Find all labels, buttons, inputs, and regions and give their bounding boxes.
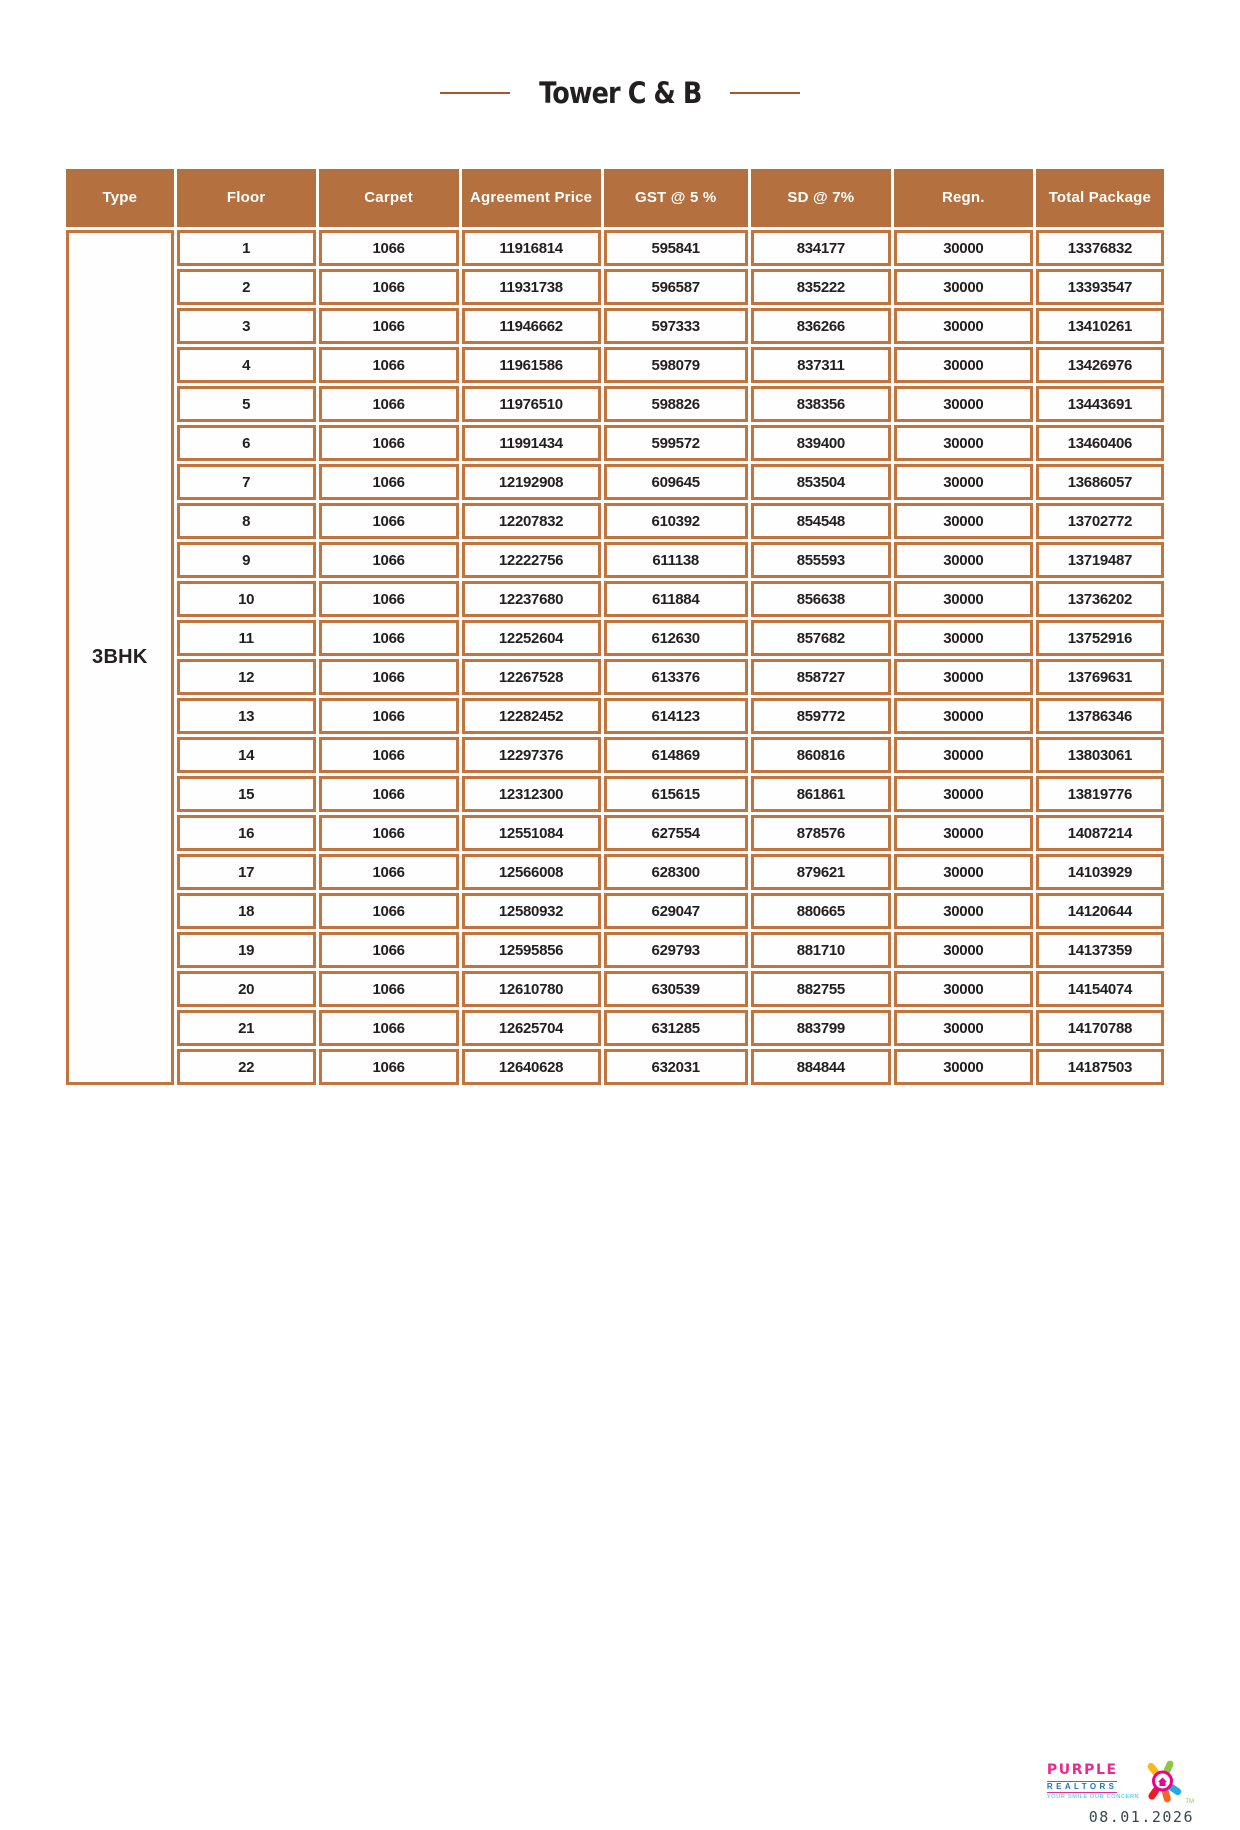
cell-regn: 30000 — [894, 230, 1033, 266]
cell-carpet: 1066 — [319, 1049, 459, 1085]
table-row — [66, 854, 1164, 890]
cell-gst: 628300 — [604, 854, 748, 890]
cell-regn: 30000 — [894, 581, 1033, 617]
cell-gst: 629047 — [604, 893, 748, 929]
cell-total: 14187503 — [1036, 1049, 1164, 1085]
cell-carpet: 1066 — [319, 893, 459, 929]
cell-carpet: 1066 — [319, 971, 459, 1007]
cell-sd: 856638 — [751, 581, 891, 617]
cell-carpet: 1066 — [319, 815, 459, 851]
cell-total: 14103929 — [1036, 854, 1164, 890]
table-row — [66, 308, 1164, 344]
col-header-regn: Regn. — [894, 169, 1033, 227]
table-row — [66, 464, 1164, 500]
cell-agreement: 11991434 — [462, 425, 601, 461]
cell-gst: 599572 — [604, 425, 748, 461]
cell-sd: 838356 — [751, 386, 891, 422]
cell-total: 14120644 — [1036, 893, 1164, 929]
cell-agreement: 11976510 — [462, 386, 601, 422]
cell-floor: 19 — [177, 932, 316, 968]
cell-total: 14154074 — [1036, 971, 1164, 1007]
cell-carpet: 1066 — [319, 425, 459, 461]
cell-sd: 854548 — [751, 503, 891, 539]
table-row — [66, 893, 1164, 929]
cell-floor: 18 — [177, 893, 316, 929]
cell-sd: 839400 — [751, 425, 891, 461]
cell-regn: 30000 — [894, 620, 1033, 656]
cell-regn: 30000 — [894, 308, 1033, 344]
logo-brand-line1: PURPLE — [1046, 1761, 1118, 1778]
cell-floor: 14 — [177, 737, 316, 773]
cell-gst: 596587 — [604, 269, 748, 305]
cell-floor: 20 — [177, 971, 316, 1007]
table-row — [66, 620, 1164, 656]
pricing-table-header — [66, 169, 1164, 227]
cell-sd: 861861 — [751, 776, 891, 812]
cell-agreement: 12222756 — [462, 542, 601, 578]
cell-floor: 5 — [177, 386, 316, 422]
cell-total: 13426976 — [1036, 347, 1164, 383]
cell-total: 14170788 — [1036, 1010, 1164, 1046]
cell-total: 13803061 — [1036, 737, 1164, 773]
cell-floor: 4 — [177, 347, 316, 383]
table-row — [66, 503, 1164, 539]
cell-sd: 837311 — [751, 347, 891, 383]
cell-total: 13410261 — [1036, 308, 1164, 344]
date-stamp: 08.01.2026 — [1088, 1808, 1194, 1826]
table-row — [66, 581, 1164, 617]
table-row — [66, 698, 1164, 734]
cell-floor: 10 — [177, 581, 316, 617]
table-row — [66, 659, 1164, 695]
cell-gst: 611138 — [604, 542, 748, 578]
cell-floor: 21 — [177, 1010, 316, 1046]
table-row — [66, 386, 1164, 422]
cell-agreement: 11916814 — [462, 230, 601, 266]
cell-gst: 630539 — [604, 971, 748, 1007]
cell-agreement: 12551084 — [462, 815, 601, 851]
cell-gst: 595841 — [604, 230, 748, 266]
cell-agreement: 12282452 — [462, 698, 601, 734]
cell-sd: 855593 — [751, 542, 891, 578]
title-rule-left — [440, 92, 510, 94]
col-header-floor: Floor — [177, 169, 316, 227]
header-row — [66, 169, 1164, 227]
cell-agreement: 12207832 — [462, 503, 601, 539]
cell-regn: 30000 — [894, 659, 1033, 695]
cell-floor: 6 — [177, 425, 316, 461]
cell-total: 14137359 — [1036, 932, 1164, 968]
cell-floor: 9 — [177, 542, 316, 578]
cell-gst: 613376 — [604, 659, 748, 695]
col-header-total-package: Total Package — [1036, 169, 1164, 227]
cell-total: 13376832 — [1036, 230, 1164, 266]
cell-gst: 612630 — [604, 620, 748, 656]
cell-total: 13443691 — [1036, 386, 1164, 422]
cell-carpet: 1066 — [319, 776, 459, 812]
cell-regn: 30000 — [894, 893, 1033, 929]
cell-floor: 8 — [177, 503, 316, 539]
cell-agreement: 12625704 — [462, 1010, 601, 1046]
table-row — [66, 230, 1164, 266]
cell-regn: 30000 — [894, 464, 1033, 500]
cell-agreement: 11961586 — [462, 347, 601, 383]
cell-agreement: 12566008 — [462, 854, 601, 890]
cell-gst: 615615 — [604, 776, 748, 812]
type-cell: 3BHK — [66, 230, 174, 1085]
cell-gst: 632031 — [604, 1049, 748, 1085]
cell-gst: 598826 — [604, 386, 748, 422]
cell-total: 13736202 — [1036, 581, 1164, 617]
logo-brand-line2: REALTORS — [1046, 1781, 1118, 1791]
cell-agreement: 11946662 — [462, 308, 601, 344]
cell-regn: 30000 — [894, 737, 1033, 773]
cell-floor: 15 — [177, 776, 316, 812]
cell-carpet: 1066 — [319, 932, 459, 968]
cell-sd: 859772 — [751, 698, 891, 734]
table-row — [66, 269, 1164, 305]
cell-agreement: 12580932 — [462, 893, 601, 929]
table-row — [66, 932, 1164, 968]
cell-sd: 882755 — [751, 971, 891, 1007]
cell-regn: 30000 — [894, 425, 1033, 461]
cell-agreement: 12640628 — [462, 1049, 601, 1085]
cell-carpet: 1066 — [319, 269, 459, 305]
cell-regn: 30000 — [894, 776, 1033, 812]
cell-sd: 881710 — [751, 932, 891, 968]
cell-agreement: 12312300 — [462, 776, 601, 812]
cell-carpet: 1066 — [319, 230, 459, 266]
cell-regn: 30000 — [894, 1010, 1033, 1046]
cell-sd: 879621 — [751, 854, 891, 890]
table-row — [66, 815, 1164, 851]
col-header-sd: SD @ 7% — [751, 169, 891, 227]
cell-agreement: 12267528 — [462, 659, 601, 695]
cell-sd: 836266 — [751, 308, 891, 344]
cell-sd: 835222 — [751, 269, 891, 305]
cell-sd: 883799 — [751, 1010, 891, 1046]
cell-sd: 858727 — [751, 659, 891, 695]
cell-gst: 597333 — [604, 308, 748, 344]
cell-sd: 884844 — [751, 1049, 891, 1085]
page-title: Tower C & B — [538, 76, 702, 110]
cell-floor: 7 — [177, 464, 316, 500]
col-header-gst: GST @ 5 % — [604, 169, 748, 227]
cell-carpet: 1066 — [319, 347, 459, 383]
cell-total: 13393547 — [1036, 269, 1164, 305]
cell-floor: 3 — [177, 308, 316, 344]
title-rule-right — [730, 92, 800, 94]
cell-regn: 30000 — [894, 542, 1033, 578]
logo-text — [1047, 1763, 1139, 1806]
cell-agreement: 12192908 — [462, 464, 601, 500]
cell-agreement: 11931738 — [462, 269, 601, 305]
cell-carpet: 1066 — [319, 581, 459, 617]
cell-floor: 12 — [177, 659, 316, 695]
table-row — [66, 425, 1164, 461]
cell-carpet: 1066 — [319, 464, 459, 500]
cell-gst: 609645 — [604, 464, 748, 500]
table-row — [66, 1010, 1164, 1046]
cell-carpet: 1066 — [319, 308, 459, 344]
cell-regn: 30000 — [894, 854, 1033, 890]
cell-carpet: 1066 — [319, 698, 459, 734]
cell-floor: 2 — [177, 269, 316, 305]
cell-total: 13819776 — [1036, 776, 1164, 812]
cell-regn: 30000 — [894, 971, 1033, 1007]
trademark-symbol: TM — [1185, 1799, 1194, 1805]
cell-agreement: 12237680 — [462, 581, 601, 617]
table-row — [66, 347, 1164, 383]
cell-total: 14087214 — [1036, 815, 1164, 851]
cell-carpet: 1066 — [319, 386, 459, 422]
cell-floor: 16 — [177, 815, 316, 851]
cell-regn: 30000 — [894, 815, 1033, 851]
cell-carpet: 1066 — [319, 542, 459, 578]
cell-carpet: 1066 — [319, 854, 459, 890]
cell-gst: 614123 — [604, 698, 748, 734]
cell-regn: 30000 — [894, 698, 1033, 734]
cell-sd: 880665 — [751, 893, 891, 929]
cell-total: 13686057 — [1036, 464, 1164, 500]
cell-gst: 631285 — [604, 1010, 748, 1046]
cell-carpet: 1066 — [319, 659, 459, 695]
cell-agreement: 12595856 — [462, 932, 601, 968]
cell-gst: 598079 — [604, 347, 748, 383]
col-header-carpet: Carpet — [319, 169, 459, 227]
cell-gst: 629793 — [604, 932, 748, 968]
cell-sd: 834177 — [751, 230, 891, 266]
cell-gst: 611884 — [604, 581, 748, 617]
cell-total: 13752916 — [1036, 620, 1164, 656]
cell-carpet: 1066 — [319, 1010, 459, 1046]
cell-sd: 857682 — [751, 620, 891, 656]
pricing-table — [63, 166, 1167, 1088]
cell-sd: 860816 — [751, 737, 891, 773]
page-header — [0, 76, 1240, 110]
cell-total: 13769631 — [1036, 659, 1164, 695]
logo-tagline: YOUR SMILE OUR CONCERN — [1046, 1793, 1140, 1800]
cell-gst: 627554 — [604, 815, 748, 851]
cell-regn: 30000 — [894, 1049, 1033, 1085]
cell-gst: 614869 — [604, 737, 748, 773]
cell-floor: 13 — [177, 698, 316, 734]
pricing-table-body — [66, 230, 1164, 1085]
cell-carpet: 1066 — [319, 737, 459, 773]
cell-regn: 30000 — [894, 269, 1033, 305]
table-row — [66, 737, 1164, 773]
cell-agreement: 12252604 — [462, 620, 601, 656]
table-row — [66, 776, 1164, 812]
cell-floor: 22 — [177, 1049, 316, 1085]
cell-total: 13460406 — [1036, 425, 1164, 461]
cell-carpet: 1066 — [319, 503, 459, 539]
cell-carpet: 1066 — [319, 620, 459, 656]
cell-regn: 30000 — [894, 386, 1033, 422]
table-row — [66, 542, 1164, 578]
cell-floor: 1 — [177, 230, 316, 266]
purple-realtors-logo — [1047, 1757, 1194, 1805]
col-header-type: Type — [66, 169, 174, 227]
cell-total: 13786346 — [1036, 698, 1164, 734]
cell-regn: 30000 — [894, 347, 1033, 383]
cell-floor: 17 — [177, 854, 316, 890]
star-person-logo-icon — [1140, 1757, 1184, 1805]
cell-total: 13702772 — [1036, 503, 1164, 539]
page-footer — [1047, 1757, 1194, 1826]
cell-agreement: 12610780 — [462, 971, 601, 1007]
table-row — [66, 971, 1164, 1007]
cell-regn: 30000 — [894, 503, 1033, 539]
cell-gst: 610392 — [604, 503, 748, 539]
cell-regn: 30000 — [894, 932, 1033, 968]
cell-sd: 853504 — [751, 464, 891, 500]
cell-agreement: 12297376 — [462, 737, 601, 773]
cell-sd: 878576 — [751, 815, 891, 851]
cell-floor: 11 — [177, 620, 316, 656]
col-header-agreement-price: Agreement Price — [462, 169, 601, 227]
table-row — [66, 1049, 1164, 1085]
cell-total: 13719487 — [1036, 542, 1164, 578]
